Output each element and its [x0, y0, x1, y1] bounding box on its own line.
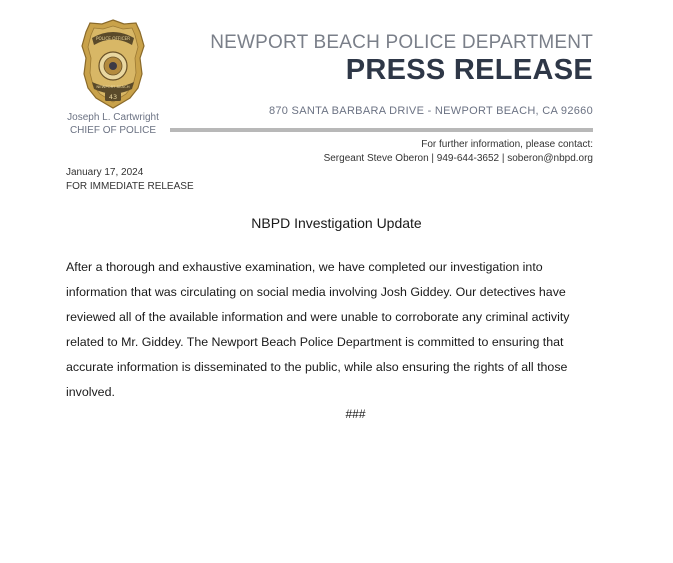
body-line: After a thorough and exhaustive examination, we have completed our investigation into — [66, 260, 543, 274]
press-headline: NBPD Investigation Update — [251, 215, 422, 231]
badge-top-text: POLICE OFFICER — [95, 36, 131, 41]
police-badge-icon — [80, 18, 146, 110]
body-line: reviewed all of the available information and were unable to corroborate any criminal activity — [66, 310, 570, 324]
document-type-title: PRESS RELEASE — [345, 54, 593, 86]
department-name: NEWPORT BEACH POLICE DEPARTMENT — [210, 32, 593, 53]
header-divider — [170, 128, 593, 132]
press-body — [66, 255, 626, 405]
body-line: related to Mr. Giddey. The Newport Beach Police Department is committed to ensuring that — [66, 335, 564, 349]
chief-title: CHIEF OF POLICE — [69, 125, 157, 136]
badge-bottom-text: NEWPORT BEACH — [96, 84, 130, 89]
body-line: accurate information is disseminated to the public, while also ensuring the rights of all those — [66, 360, 568, 374]
body-line: information that was circulating on social media involving Josh Giddey. Our detectives have — [66, 285, 566, 299]
contact-intro: For further information, please contact: — [421, 139, 593, 150]
body-line: involved. — [66, 385, 115, 399]
end-mark: ### — [345, 407, 366, 421]
release-date: January 17, 2024 — [66, 167, 144, 178]
department-address: 870 SANTA BARBARA DRIVE - NEWPORT BEACH, CA 92660 — [268, 105, 593, 117]
contact-details: Sergeant Steve Oberon | 949-644-3652 | soberon@nbpd.org — [323, 153, 593, 164]
badge-number: 43 — [108, 93, 118, 101]
release-tag: FOR IMMEDIATE RELEASE — [66, 181, 194, 192]
chief-name: Joseph L. Cartwright — [67, 112, 159, 123]
